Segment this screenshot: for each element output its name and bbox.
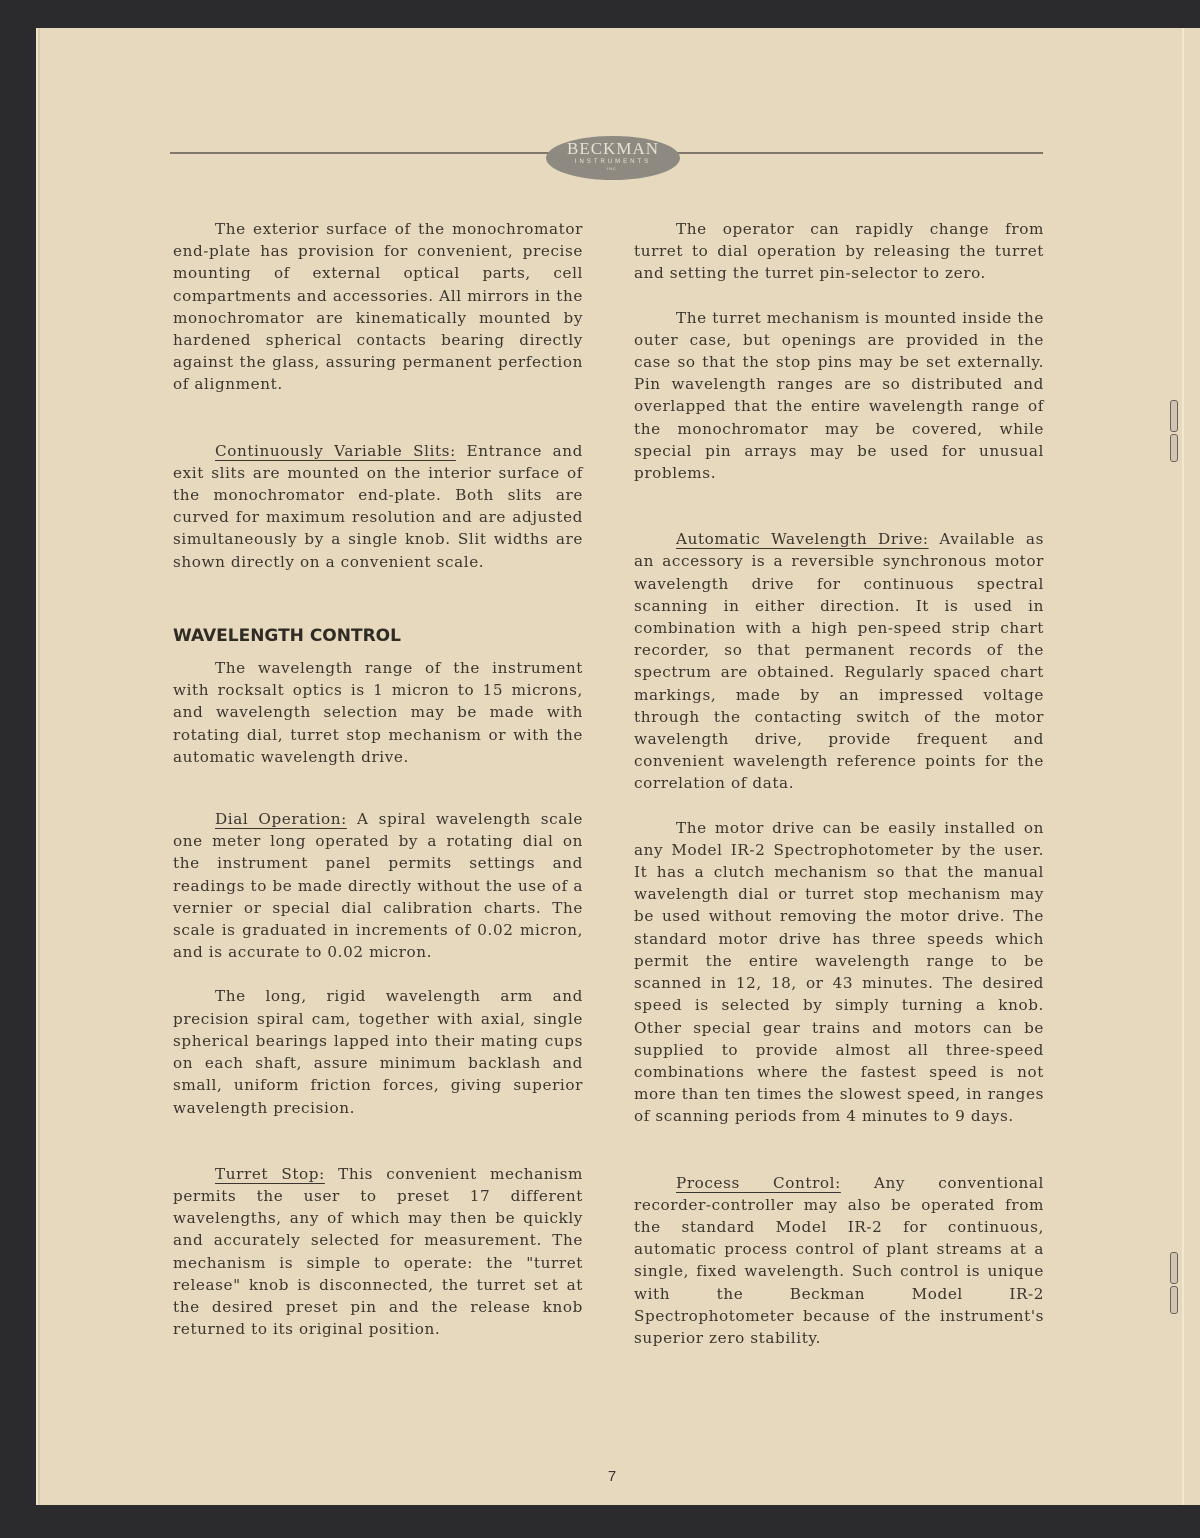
- document-page: [36, 28, 1200, 1505]
- paragraph-dial-text: A spiral wavelength scale one meter long operated by a rotating dial on the instrument panel permits settings and readings to be made directly without the use of a vernier or special dial calibration charts. The scale is graduated in increments of 0.02 micron, and is accurate to 0.02 micron.: [173, 810, 583, 962]
- logo-subtitle: INSTRUMENTS: [574, 159, 652, 165]
- paragraph-range: The wavelength range of the instrument with rocksalt optics is 1 micron to 15 microns, and wavelength selection may be made with rotating dial, turret stop mechanism or with the automatic wavelength drive.: [173, 659, 583, 766]
- paragraph-turret-mechanism: The turret mechanism is mounted inside the outer case, but openings are provided in the case so that the stop pins may be set externally. Pin wavelength ranges are so distributed and overlapped that the entire wavelength range of the monochromator may be covered, while special pin arrays may be used for unusual problems.: [634, 308, 1044, 483]
- paragraph-process-control-text: Any conventional recorder-controller may also be operated from the standard Model IR-2 for continuous, automatic process control of plant streams at a single, fixed wavelength. Such control is unique with the Beckman Model IR-2 Spectrophotometer because of the instrument's superior zero stability.: [634, 1173, 1044, 1347]
- staple-icon: [1170, 1286, 1178, 1314]
- subheading-slits: Continuously Variable Slits:: [215, 441, 456, 460]
- paragraph-operator: The operator can rapidly change from turret to dial operation by releasing the turret and setting the turret pin-selector to zero.: [634, 220, 1044, 283]
- beckman-logo: [546, 136, 680, 180]
- paragraph-dial: [173, 808, 583, 963]
- paragraph-arm: The long, rigid wavelength arm and precision spiral cam, together with axial, single spherical bearings lapped into their mating cups on each shaft, assure minimum backlash and small, uniform friction forces, giving superior wavelength precision.: [173, 987, 583, 1117]
- header-rule-right: [668, 152, 1043, 154]
- section-heading: WAVELENGTH CONTROL: [173, 625, 401, 646]
- paragraph-turret: [173, 1163, 583, 1341]
- subheading-turret: Turret Stop:: [215, 1164, 325, 1183]
- right-column: [634, 218, 1044, 1349]
- staple-icon: [1170, 400, 1178, 432]
- staple-icon: [1170, 1252, 1178, 1284]
- paragraph-end-plate: The exterior surface of the monochromator end-plate has provision for convenient, precise mounting of external optical parts, cell compartments and accessories. All mirrors in the monochromator are kinematically mounted by hardened spherical contacts bearing directly against the glass, assuring permanent perfection of alignment.: [173, 220, 583, 394]
- paragraph-slits-text: Entrance and exit slits are mounted on the interior surface of the monochromator end-plate. Both slits are curved for maximum resolution and are adjusted simultaneously by a single knob. Slit widths are shown directly on a convenient scale.: [173, 441, 584, 571]
- binding-fold: [1182, 28, 1184, 1505]
- staple-icon: [1170, 434, 1178, 462]
- subheading-process-control: Process Control:: [676, 1173, 841, 1192]
- paragraph-slits: [173, 440, 583, 573]
- paragraph-process-control: [634, 1172, 1044, 1350]
- paragraph-auto-drive-text: Available as an accessory is a reversible synchronous motor wavelength drive for continuous spectral scanning in either direction. It is used in combination with a high pen-speed strip chart recorder, so that permanent records of the spectrum are obtained. Regularly spaced chart markings, made by an impressed voltage through the contacting switch of the motor wavelength drive, provide frequent and convenient wavelength reference points for the correlation of data.: [634, 530, 1044, 793]
- left-column: [173, 218, 583, 1340]
- logo-brand: BECKMAN: [566, 139, 659, 158]
- subheading-auto-drive: Automatic Wavelength Drive:: [676, 530, 929, 549]
- paragraph-turret-text: This convenient mechanism permits the user to preset 17 different wavelengths, any of which may then be quickly and accurately selected for measurement. The mechanism is simple to operate: the "turret release" knob is disconnected, the turret set at the desired preset pin and the release knob returned to its original position.: [173, 1164, 583, 1339]
- header-rule-left: [170, 152, 558, 154]
- paragraph-motor-drive: The motor drive can be easily installed on any Model IR-2 Spectrophotometer by the user. It has a clutch mechanism so that the manual wavelength dial or turret stop mechanism may be used without removing the motor drive. The standard motor drive has three speeds which permit the entire wavelength range to be scanned in 12, 18, or 43 minutes. The desired speed is selected by simply turning a knob. Other special gear trains and motors can be supplied to provide almost all three-speed combinations where the fastest speed is not more than ten times the slowest speed, in ranges of scanning periods from 4 minutes to 9 days.: [634, 818, 1044, 1126]
- page-number: 7: [607, 1468, 617, 1485]
- logo-inc: INC.: [607, 166, 619, 171]
- subheading-dial: Dial Operation:: [215, 810, 347, 829]
- paragraph-auto-drive: [634, 528, 1044, 794]
